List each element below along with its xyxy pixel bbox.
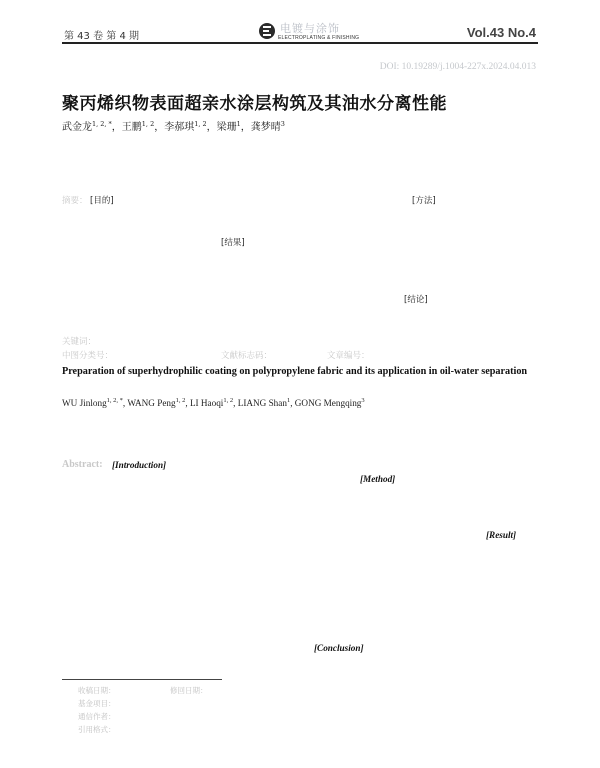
journal-logo-en: ELECTROPLATING & FINISHING — [278, 35, 360, 41]
author-list-cn: 武金龙$^{1, 2, *}$，王鹏$^{1, 2}$，李郝琪$^{1, 2}$，梁珊$^1$，龚梦晴$^3$ — [62, 120, 285, 133]
journal-logo-icon — [258, 22, 278, 40]
abstract-label-en: Abstract: — [62, 459, 103, 470]
abstract-result-label-cn: [结果] — [221, 238, 245, 248]
revised-date-label: 修回日期： — [170, 686, 208, 695]
abstract-label-cn: 摘要： — [62, 196, 88, 206]
author-name: GONG Mengqing — [294, 398, 362, 408]
abstract-conclusion-label-en: [Conclusion] — [314, 643, 364, 653]
abstract-conclusion-label-cn: [结论] — [404, 295, 428, 305]
received-date-label: 收稿日期： — [78, 686, 116, 695]
doi-link[interactable]: DOI: 10.19289/j.1004-227x.2024.04.013 — [379, 62, 536, 72]
author-name: LI Haoqi — [189, 398, 224, 408]
author-list-en: WU Jinlong$^{1, 2, *}$, WANG Peng$^{1, 2}$, LI Haoqi$^{1, 2}$, LIANG Shan$^1$, GONG Mengqing$^3$ — [62, 397, 365, 408]
abstract-result-label-en: [Result] — [486, 530, 517, 540]
author-affiliation-mark: 1, 2 — [223, 397, 234, 404]
article-number-label: 文章编号： — [327, 351, 370, 361]
author-affiliation-mark: 1 — [236, 120, 241, 128]
author-affiliation-mark: 1, 2 — [141, 120, 155, 128]
author-name: 龚梦晴 — [250, 122, 281, 133]
journal-issue: 第 43 卷 第 4 期 — [64, 31, 139, 42]
article-title-en: Preparation of superhydrophilic coating on polypropylene fabric and its application in oil-water separation — [62, 366, 528, 377]
abstract-method-label-cn: [方法] — [412, 196, 436, 206]
citation-format-label: 引用格式： — [78, 725, 116, 734]
journal-logo-cn: 电镀与涂饰 — [280, 22, 340, 35]
author-name: 李郝琪 — [164, 122, 195, 133]
abstract-introduction-label-en: [Introduction] — [112, 460, 167, 470]
author-affiliation-mark: 1, 2, * — [92, 120, 112, 128]
author-name: 武金龙 — [62, 122, 92, 133]
document-code-label: 文献标志码： — [221, 351, 273, 361]
corresponding-author-label: 通信作者： — [78, 712, 116, 721]
author-affiliation-mark: 1, 2 — [194, 120, 207, 128]
author-affiliation-mark: 1, 2 — [175, 397, 186, 404]
author-name: 王鹏 — [121, 122, 142, 133]
abstract-aim-label: [目的] — [90, 196, 114, 206]
author-affiliation-mark: 1 — [286, 397, 291, 404]
author-name: LIANG Shan — [237, 398, 287, 408]
author-affiliation-mark: 1, 2, * — [106, 397, 123, 404]
author-affiliation-mark: 3 — [280, 120, 285, 128]
author-affiliation-mark: 3 — [361, 397, 365, 404]
abstract-method-label-en: [Method] — [360, 474, 396, 484]
keywords-label: 关键词： — [62, 337, 97, 347]
journal-volume: Vol.43 No.4 — [466, 25, 536, 40]
author-name: WU Jinlong — [62, 398, 107, 408]
clc-number-label: 中图分类号： — [62, 351, 114, 361]
fund-label: 基金项目： — [78, 699, 116, 708]
header-divider — [62, 42, 538, 44]
author-name: 梁珊 — [216, 122, 237, 133]
author-name: WANG Peng — [127, 398, 176, 408]
footnote-divider — [62, 679, 222, 680]
article-title-cn: 聚丙烯织物表面超亲水涂层构筑及其油水分离性能 — [62, 94, 447, 114]
